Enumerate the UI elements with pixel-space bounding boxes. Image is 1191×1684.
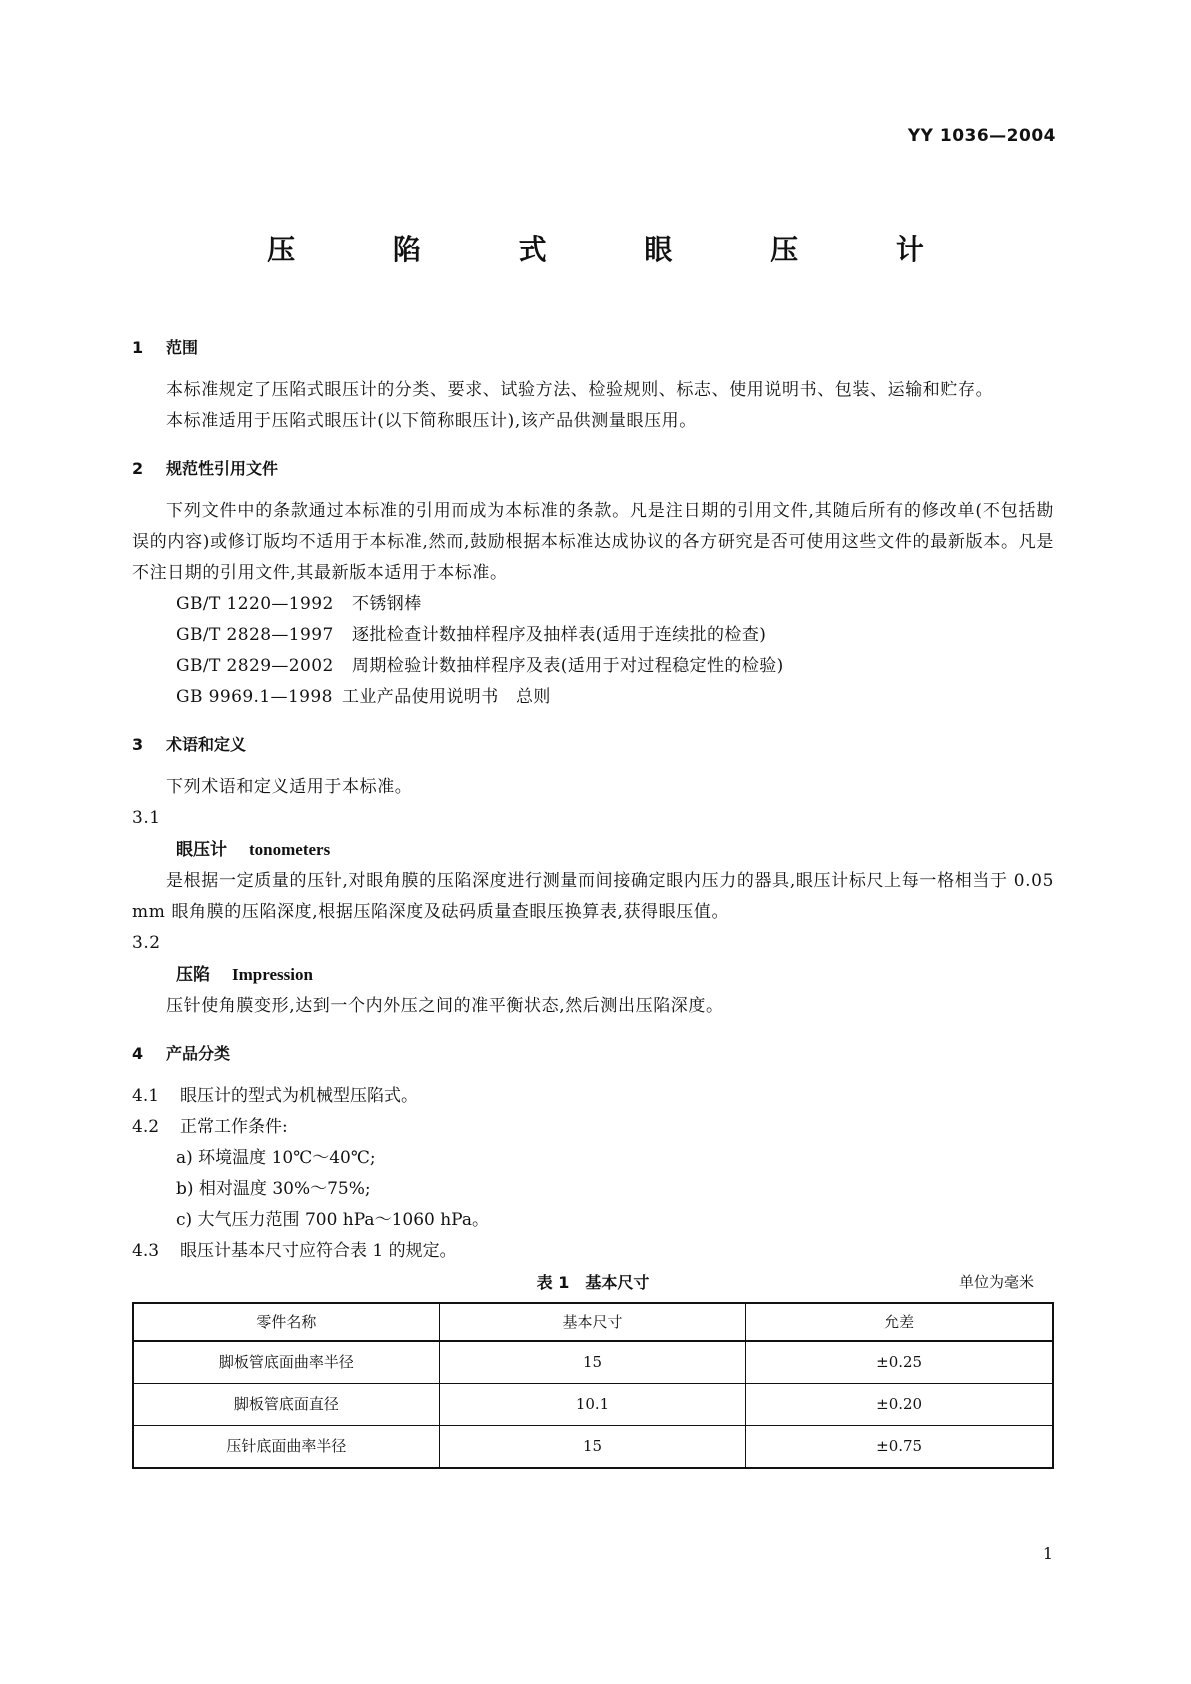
table-header-row [133, 1303, 1053, 1341]
section-title: 产品分类 [166, 1044, 231, 1063]
clause-text: 正常工作条件: [180, 1117, 288, 1137]
term-definition: 是根据一定质量的压针,对眼角膜的压陷深度进行测量而间接确定眼内压力的器具,眼压计标尺上每一格相当于 0.05 mm 眼角膜的压陷深度,根据压陷深度及砝码质量查眼压换算表,获得眼压值。 [132, 871, 1054, 922]
term-number: 3.1 [132, 808, 161, 828]
paragraph: 本标准规定了压陷式眼压计的分类、要求、试验方法、检验规则、标志、使用说明书、包装、运输和贮存。 [166, 380, 994, 400]
paragraph: 下列文件中的条款通过本标准的引用而成为本标准的条款。凡是注日期的引用文件,其随后所有的修改单(不包括勘误的内容)或修订版均不适用于本标准,然而,鼓励根据本标准达成协议的各方研究是否可使用这些文件的最新版本。凡是不注日期的引用文件,其最新版本适用于本标准。 [132, 501, 1054, 583]
section-number: 1 [132, 338, 144, 357]
table-row [133, 1384, 1053, 1426]
reference-title: 不锈钢棒 [352, 594, 422, 614]
table-cell: 脚板管底面直径 [133, 1384, 439, 1426]
table-caption-row [132, 1267, 1054, 1298]
basic-dimensions-table [132, 1302, 1054, 1469]
reference-code: GB 9969.1—1998 [176, 687, 333, 707]
table-caption: 表 1 基本尺寸 [536, 1273, 650, 1292]
clause-text: 眼压计基本尺寸应符合表 1 的规定。 [180, 1241, 457, 1261]
column-header: 零件名称 [133, 1303, 439, 1341]
section-number: 3 [132, 735, 144, 754]
reference-item [132, 589, 1054, 620]
reference-code: GB/T 1220—1992 [176, 594, 334, 614]
condition-item: a) 环境温度 10℃～40℃; [176, 1148, 376, 1168]
reference-title: 逐批检查计数抽样程序及抽样表(适用于连续批的检查) [352, 625, 767, 645]
table-unit: 单位为毫米 [958, 1273, 1034, 1291]
reference-code: GB/T 2828—1997 [176, 625, 334, 645]
table-cell: 15 [439, 1341, 745, 1384]
section-number: 4 [132, 1044, 144, 1063]
table-cell: ±0.25 [746, 1341, 1053, 1384]
column-header: 基本尺寸 [439, 1303, 745, 1341]
reference-item [132, 651, 1054, 682]
table-row [133, 1426, 1053, 1469]
section-number: 2 [132, 459, 144, 478]
reference-item [132, 682, 1054, 713]
clause-number: 4.3 [132, 1241, 160, 1261]
clause-number: 4.1 [132, 1086, 160, 1106]
document-title: 压 陷 式 眼 压 计 [267, 233, 968, 266]
section-4-heading [132, 1038, 1054, 1069]
section-title: 术语和定义 [166, 735, 247, 754]
table-cell: 压针底面曲率半径 [133, 1426, 439, 1469]
clause-number: 4.2 [132, 1117, 160, 1137]
paragraph: 下列术语和定义适用于本标准。 [166, 777, 413, 797]
section-2-heading [132, 453, 1054, 484]
term-heading [132, 959, 1054, 991]
table-cell: 10.1 [439, 1384, 745, 1426]
condition-item: c) 大气压力范围 700 hPa～1060 hPa。 [176, 1210, 489, 1230]
clause [132, 1236, 1054, 1267]
section-title: 范围 [166, 338, 199, 357]
term-definition: 压针使角膜变形,达到一个内外压之间的准平衡状态,然后测出压陷深度。 [166, 996, 724, 1016]
term-zh: 压陷 [176, 965, 210, 985]
section-3-heading [132, 729, 1054, 760]
table-cell: 脚板管底面曲率半径 [133, 1341, 439, 1384]
table-cell: ±0.20 [746, 1384, 1053, 1426]
paragraph: 本标准适用于压陷式眼压计(以下简称眼压计),该产品供测量眼压用。 [166, 411, 697, 431]
reference-title: 周期检验计数抽样程序及表(适用于对过程稳定性的检验) [352, 656, 784, 676]
clause [132, 1112, 1054, 1143]
column-header: 允差 [746, 1303, 1053, 1341]
term-number: 3.2 [132, 933, 161, 953]
reference-code: GB/T 2829—2002 [176, 656, 334, 676]
section-1-heading [132, 332, 1054, 363]
term-heading [132, 834, 1054, 866]
clause [132, 1081, 1054, 1112]
term-zh: 眼压计 [176, 840, 227, 860]
standard-code: YY 1036—2004 [907, 126, 1056, 146]
reference-title: 工业产品使用说明书 总则 [342, 687, 551, 707]
condition-item: b) 相对温度 30%～75%; [176, 1179, 371, 1199]
document-body [132, 332, 1054, 1469]
clause-text: 眼压计的型式为机械型压陷式。 [180, 1086, 418, 1106]
table-row [133, 1341, 1053, 1384]
page-number: 1 [1042, 1544, 1053, 1563]
section-title: 规范性引用文件 [166, 459, 279, 478]
reference-item [132, 620, 1054, 651]
table-cell: 15 [439, 1426, 745, 1469]
table-cell: ±0.75 [746, 1426, 1053, 1469]
term-en: tonometers [249, 840, 331, 859]
term-en: Impression [232, 965, 313, 984]
